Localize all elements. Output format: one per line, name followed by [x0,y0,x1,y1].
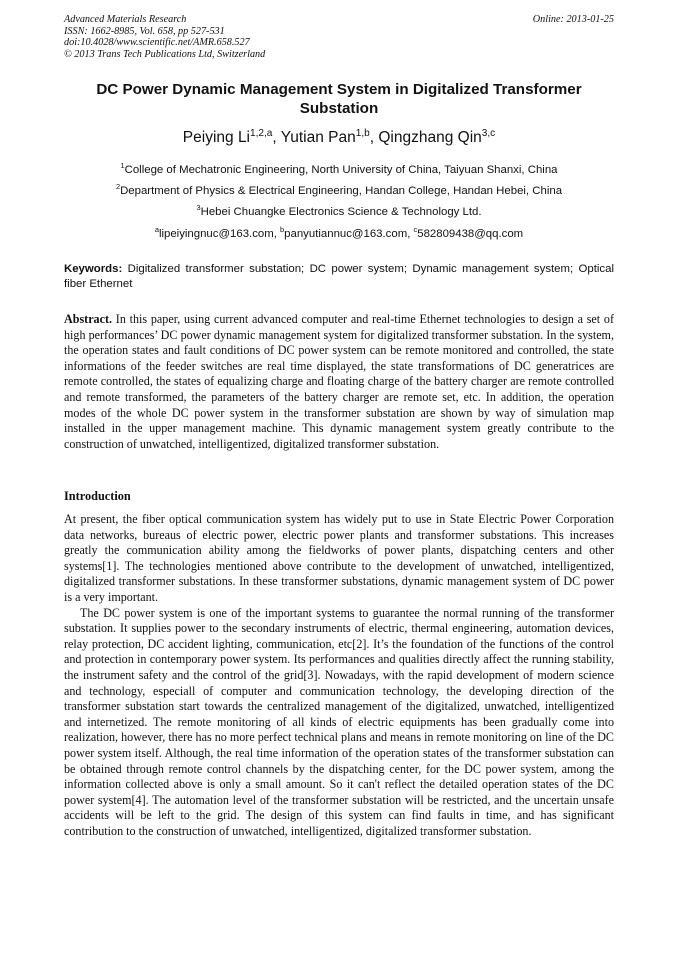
affiliation-3 [64,205,614,219]
journal-header [64,14,265,60]
keywords-text: Digitalized transformer substation; DC power system; Dynamic management system; Optical fiber Ethernet [64,263,614,290]
author-separator: , [369,129,379,146]
doi-line[interactable]: doi:10.4028/www.scientific.net/AMR.658.527 [64,37,250,49]
email-address[interactable]: 582809438@qq.com [417,228,524,240]
email-superscript: b [280,225,285,235]
affiliation-superscript: 2 [115,182,121,192]
author-superscript: 3,c [481,127,496,139]
author-separator: , [272,129,281,146]
affiliation-2 [64,184,614,198]
copyright-line: © 2013 Trans Tech Publications Ltd, Switzerland [64,48,266,60]
email-address[interactable]: panyutiannuc@163.com, [284,228,414,240]
section-heading-introduction: Introduction [64,489,131,503]
author-list [64,128,614,148]
affiliation-text: Department of Physics & Electrical Engineering, Handan College, Handan Hebei, China [120,185,563,197]
keywords-block [64,262,614,292]
paper-title: DC Power Dynamic Management System in Digitalized Transformer Substation [96,81,582,117]
affiliation-superscript: 3 [196,203,201,213]
affiliation-text: Hebei Chuangke Electronics Science & Technology Ltd. [200,206,482,218]
abstract-label: Abstract. [64,312,113,326]
author-name: Qingzhang Qin [378,129,482,146]
body-paragraph: The DC power system is one of the important systems to guarantee the normal running of the transformer substation. It supplies power to the secondary instruments of electric, thermal engineering, automation devices, relay protection, DC accident lighting, communication, etc[2]. It’s the foundation of the functions of the control and protection in contemporary power system. Its performances and qualities directly affect the running stability, the instrument safety and the control of the grid[3]. Nowadays, with the rapid development of modern science and technology, especiall of computer and communication technology, the developing direction of the transformer substation start towards the centralized management of the digitalized, unwatched, intelligentized and internetized. The remote monitoring of all kinds of electric equipments has been gradually come into realization, however, there has no more perfect technical plans and means in remote monitoring on line of the DC power system itself. Although, the real time information of the operation states of the transformer substation can be obtained through remote control channels by the dispatching center, for the DC power system, among the information collected above is only a small amount. So it can't reflect the detailed operation states of the DC power system[4]. The automation level of the transformer substation will be restricted, and the uncertain unsafe accidents will be left to the grid. The design of this system can find faults in time, and has significant contribution to the construction of unwatched, intelligentized, digitalized transformer substation. [64,605,614,838]
email-address[interactable]: lipeiyingnuc@163.com, [158,228,281,240]
issn-line: ISSN: 1662-8985, Vol. 658, pp 527-531 [64,25,225,37]
email-line [64,227,614,241]
author-superscript: 1,b [355,127,370,139]
online-date [533,14,614,26]
email-superscript: c [413,225,418,235]
affiliation-superscript: 1 [120,161,125,171]
abstract-text: In this paper, using current advanced computer and real-time Ethernet technologies to design a set of high performances’ DC power dynamic management system for digitalized transformer substation. In the system, the operation states and fault conditions of DC power system can be remote monitored and controlled, the state informations of the feeder switches are real time displayed, the state transformations of DC generatrices are remote controlled, the states of equalizing charge and floating charge of the battery charger are remote controlled and remote transformed, the parameters of the battery charger are remote set, etc. In addition, the operation modes of the whole DC power system in the transformer substation are shown by way of simulation map installed in the upper management machine. This dynamic management system greatly contribute to the construction of unwatched, intelligentized, digitalized transformer substation. [64,312,614,451]
abstract-block [64,312,614,452]
author-name: Yutian Pan [280,129,356,146]
affiliation-1 [64,163,614,177]
journal-name: Advanced Materials Research [64,14,187,25]
keywords-label: Keywords: [64,263,123,275]
affiliation-text: College of Mechatronic Engineering, North University of China, Taiyuan Shanxi, China [124,164,558,176]
introduction-body [64,512,614,839]
online-date-text: Online: 2013-01-25 [532,14,614,25]
email-superscript: a [154,225,159,235]
author-name: Peiying Li [182,129,251,146]
body-paragraph: At present, the fiber optical communication system has widely put to use in State Electric Power Corporation data networks, bureaus of electric power, electric power plants and transformer substations. This increases greatly the communication ability among the fieldworks of power plants, dispatching centers and other systems[1]. The technologies mentioned above contribute to the development of unwatched, intelligentized, digitalized transformer substations. In these transformer substations, dynamic management system of DC power is a very important. [64,512,614,604]
author-superscript: 1,2,a [250,127,273,139]
